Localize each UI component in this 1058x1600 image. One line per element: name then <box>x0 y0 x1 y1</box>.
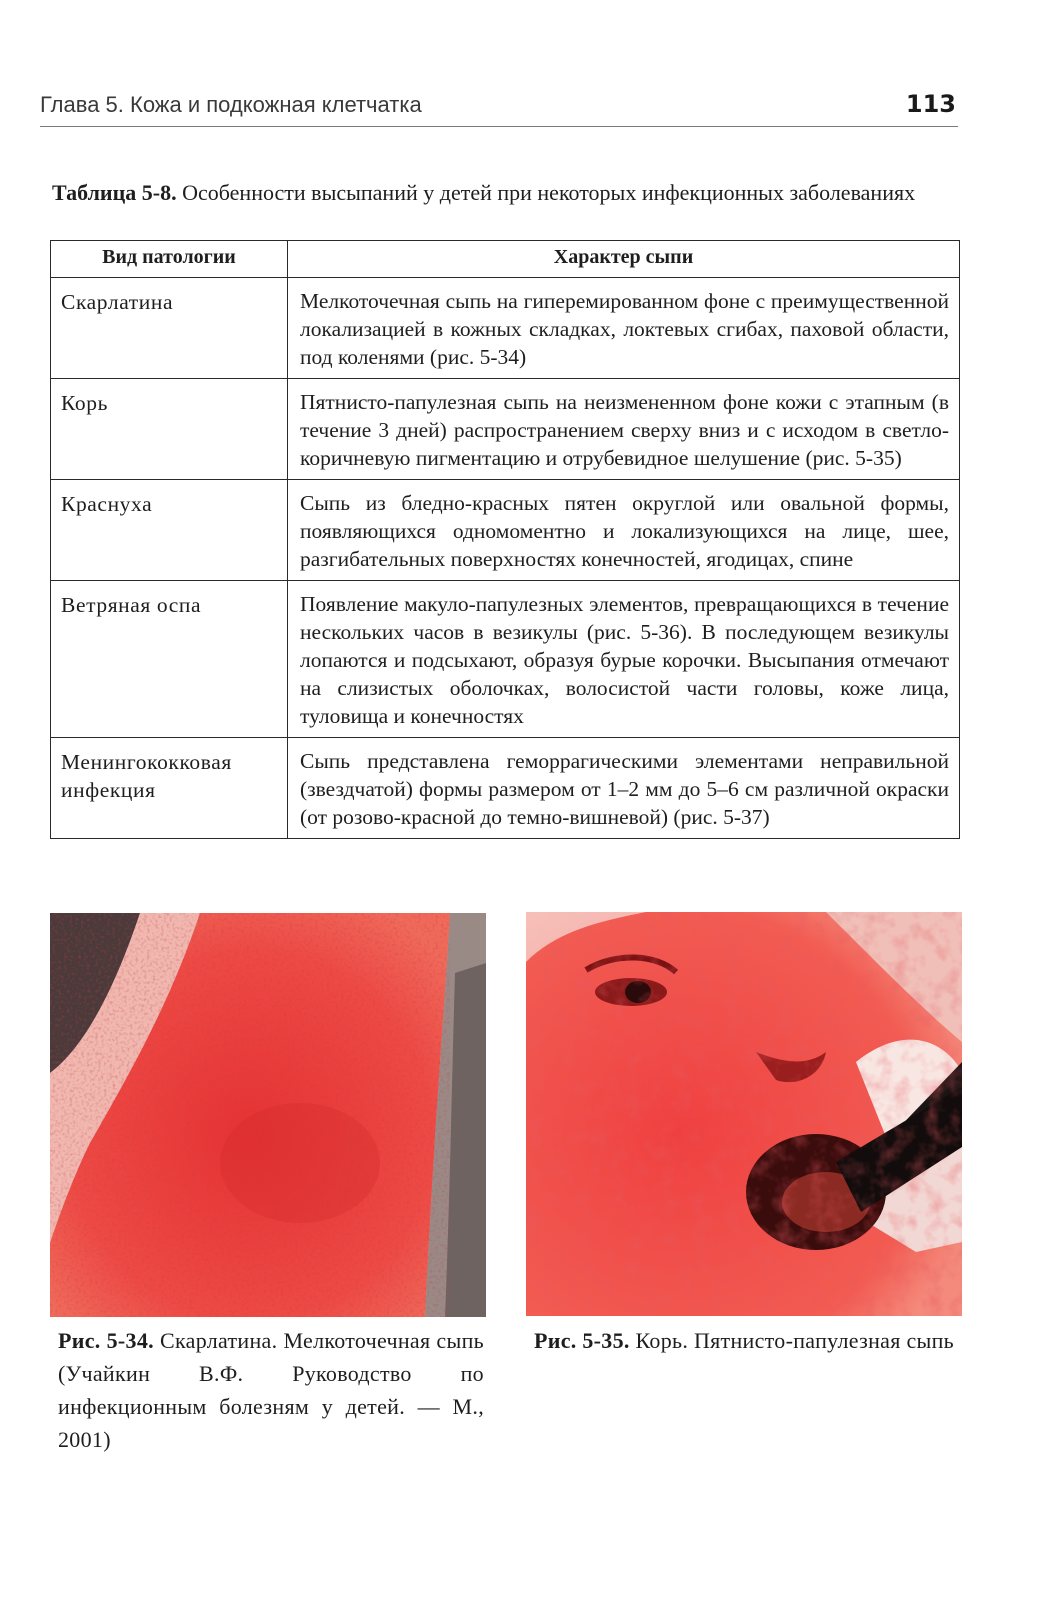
figure-caption-text: Корь. Пятнисто-папулезная сыпь <box>635 1328 954 1353</box>
table-caption-text: Особенности высыпаний у детей при некоторых инфекционных заболеваниях <box>182 180 916 205</box>
figure-caption-5-34 <box>58 1324 484 1456</box>
rash-features-table <box>50 240 960 839</box>
rash-description-cell: Пятнисто-папулезная сыпь на неизмененном фоне кожи с этапным (в течение 3 дней) распространением сверху вниз и с исходом в светло-коричневую пигментацию и отрубевидное шелушение (рис. 5-35) <box>288 379 960 480</box>
rash-description-cell: Появление макуло-папулезных элементов, превращающихся в течение нескольких часов в везикулы (рис. 5-36). В последующем везикулы лопаются и подсыхают, образуя бурые корочки. Высыпания отмечают на слизистых оболочках, волосистой части головы, коже лица, туловища и конечностях <box>288 581 960 738</box>
running-head <box>40 90 958 127</box>
measles-photo <box>526 912 962 1316</box>
disease-cell: Ветряная оспа <box>51 581 288 738</box>
table-row <box>51 581 960 738</box>
table-row <box>51 738 960 839</box>
figure-caption-text: Скарлатина. Мелкоточечная сыпь (Учайкин В.Ф. Руководство по инфекционным болезням у детей. — М., 2001) <box>58 1328 484 1452</box>
chapter-title: Глава 5. Кожа и подкожная клетчатка <box>40 92 422 117</box>
figure-label: Рис. 5-35. <box>534 1328 630 1353</box>
column-header-rash-character: Характер сыпи <box>288 241 960 278</box>
table-row <box>51 379 960 480</box>
rash-description-cell: Сыпь из бледно-красных пятен округлой или овальной формы, появляющихся одномоментно и локализующихся на лице, шее, разгибательных поверхностях конечностей, ягодицах, спине <box>288 480 960 581</box>
page-number: 113 <box>905 90 956 118</box>
disease-cell: Менингококковая инфекция <box>51 738 288 839</box>
disease-cell: Корь <box>51 379 288 480</box>
table-caption-label: Таблица 5-8. <box>52 180 177 205</box>
column-header-pathology: Вид патологии <box>51 241 288 278</box>
table-row <box>51 278 960 379</box>
table-row <box>51 480 960 581</box>
table-header-row <box>51 241 960 278</box>
disease-cell: Скарлатина <box>51 278 288 379</box>
table-caption <box>52 176 952 209</box>
disease-cell: Краснуха <box>51 480 288 581</box>
figure-label: Рис. 5-34. <box>58 1328 154 1353</box>
scarlet-fever-photo <box>50 913 486 1317</box>
rash-description-cell: Сыпь представлена геморрагическими элементами неправильной (звездчатой) формы размером от 1–2 мм до 5–6 см различной окраски (от розово-красной до темно-вишневой) (рис. 5-37) <box>288 738 960 839</box>
rash-description-cell: Мелкоточечная сыпь на гиперемированном фоне с преимущественной локализацией в кожных складках, локтевых сгибах, паховой области, под коленями (рис. 5-34) <box>288 278 960 379</box>
figure-caption-5-35 <box>534 1324 960 1357</box>
